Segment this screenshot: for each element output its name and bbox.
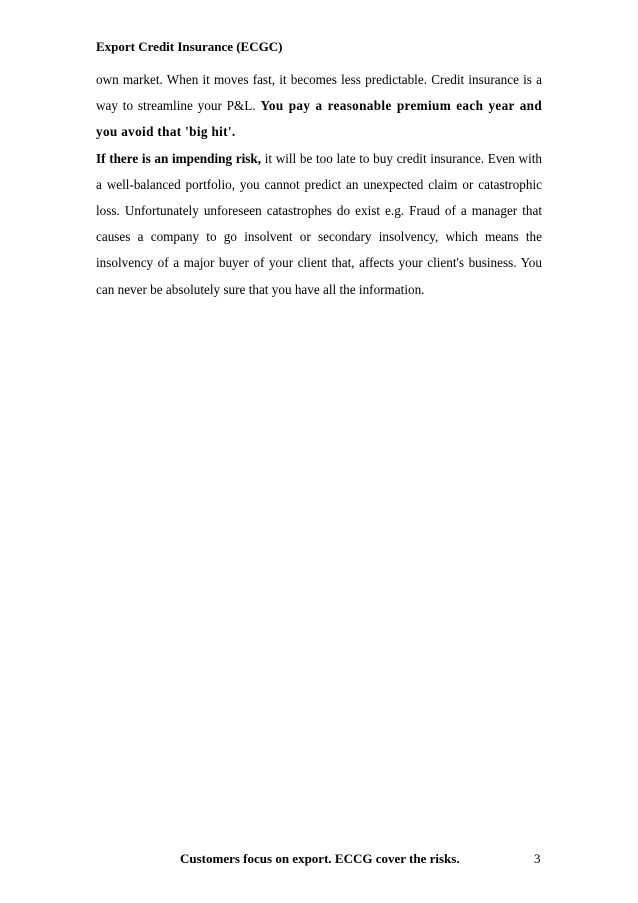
paragraph-1-bold-text: You pay a reasonable premium each year and you avoid that 'big hit'.: [96, 98, 543, 140]
paragraph-2: [96, 146, 542, 303]
page-number: 3: [534, 851, 541, 866]
page-header-title: Export Credit Insurance (ECGC): [96, 39, 283, 54]
paragraph-1-text: own market. When it moves fast, it becomes less predictable. Credit insurance is a way to streamline your P&L.: [96, 72, 542, 114]
page-footer-tagline: Customers focus on export. ECCG cover the risks.: [180, 851, 460, 866]
paragraph-2-bold-lead: If there is an impending risk,: [96, 150, 262, 166]
page-body: [96, 67, 542, 303]
paragraph-1: [96, 67, 542, 146]
paragraph-2-text: it will be too late to buy credit insurance. Even with a well-balanced portfolio, you cannot predict an unexpected claim or catastrophic loss. Unfortunately unforeseen catastrophes do exist e.g. Fraud of a manager that causes a company to go insolvent or secondary insolvency, which means the insolvency of a major buyer of your client that, affects your client's business. You can never be absolutely sure that you have all the information.: [96, 150, 542, 297]
